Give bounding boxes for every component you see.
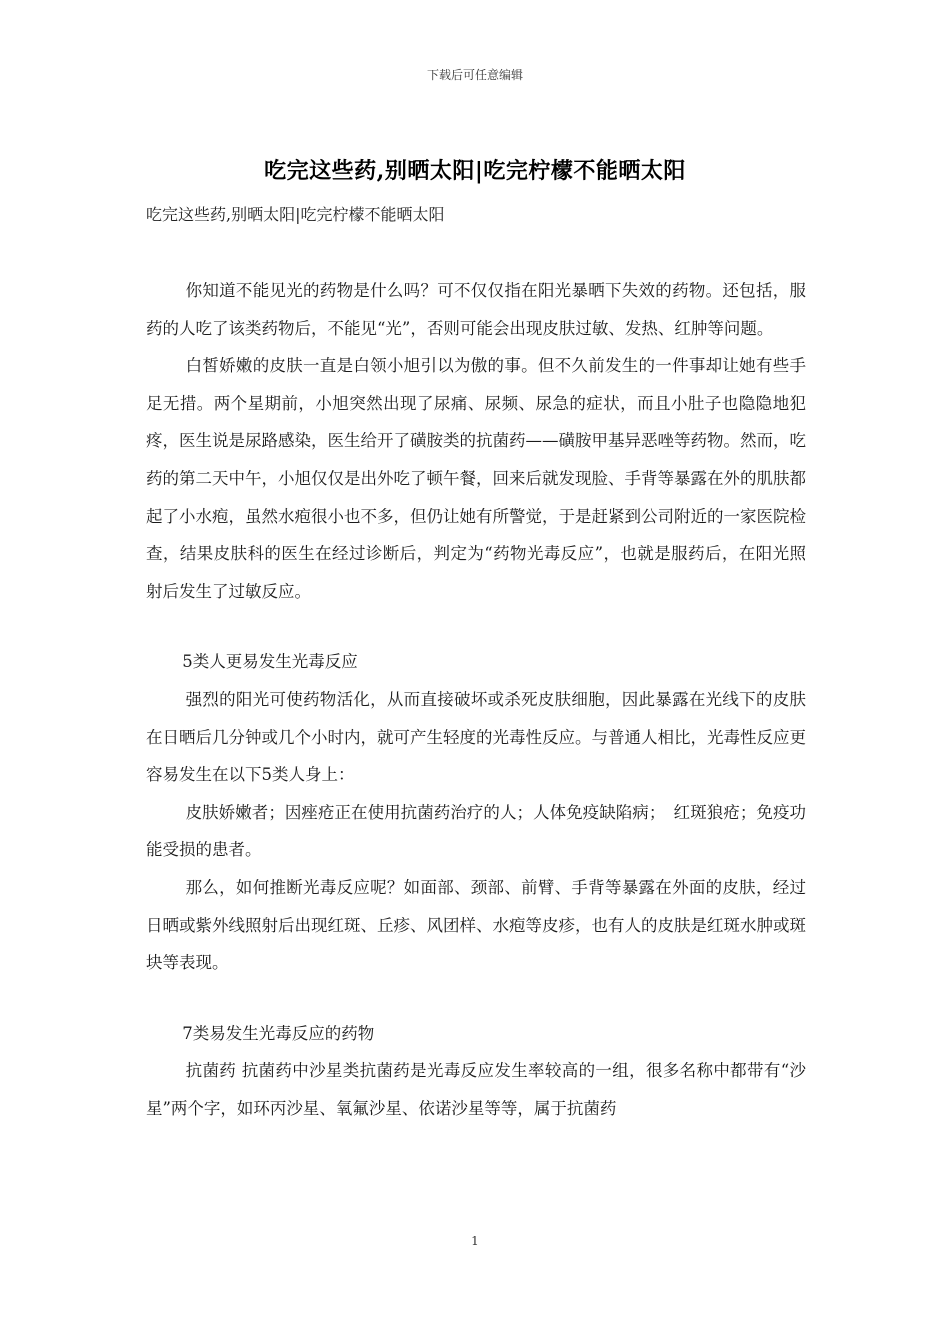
- section-heading-7-drugs: 7类易发生光毒反应的药物: [182, 1023, 375, 1043]
- paragraph-gap: [146, 982, 806, 1015]
- document-body: [146, 272, 806, 1127]
- paragraph-sunlight: 强烈的阳光可使药物活化，从而直接破坏或杀死皮肤细胞，因此暴露在光线下的皮肤在日晒后几分钟或几个小时内，就可产生轻度的光毒性反应。与普通人相比，光毒性反应更容易发生在以下5类人身上：: [146, 689, 806, 785]
- paragraph-gap: [146, 610, 806, 643]
- document-subtitle: 吃完这些药,别晒太阳|吃完柠檬不能晒太阳: [146, 205, 445, 224]
- paragraph-risk-groups: 皮肤娇嫩者；因痤疮正在使用抗菌药治疗的人；人体免疫缺陷病； 红斑狼疮；免疫功能受损的患者。: [146, 802, 806, 860]
- paragraph-diagnosis: 那么，如何推断光毒反应呢？如面部、颈部、前臂、手背等暴露在外面的皮肤，经过日晒或紫外线照射后出现红斑、丘疹、风团样、水疱等皮疹，也有人的皮肤是红斑水肿或斑块等表现。: [146, 877, 806, 973]
- page-number: 1: [471, 1234, 479, 1248]
- paragraph-antibiotics: 抗菌药 抗菌药中沙星类抗菌药是光毒反应发生率较高的一组，很多名称中都带有“沙星”两个字，如环丙沙星、氧氟沙星、依诺沙星等等，属于抗菌药: [146, 1061, 806, 1118]
- document-title: 吃完这些药,别晒太阳|吃完柠檬不能晒太阳: [264, 158, 686, 184]
- section-heading-5-types: 5类人更易发生光毒反应: [182, 652, 358, 672]
- paragraph-case: 白皙娇嫩的皮肤一直是白领小旭引以为傲的事。但不久前发生的一件事却让她有些手足无措。两个星期前，小旭突然出现了尿痛、尿频、尿急的症状，而且小肚子也隐隐地犯疼，医生说是尿路感染，医生给开了磺胺类的抗菌药——磺胺甲基异恶唑等药物。然而，吃药的第二天中午，小旭仅仅是出外吃了顿午餐，回来后就发现脸、手背等暴露在外的肌肤都起了小水疱，虽然水疱很小也不多，但仍让她有所警觉，于是赶紧到公司附近的一家医院检查，结果皮肤科的医生在经过诊断后，判定为“药物光毒反应”，也就是服药后，在阳光照射后发生了过敏反应。: [146, 356, 806, 601]
- paragraph-intro: 你知道不能见光的药物是什么吗？可不仅仅指在阳光暴晒下失效的药物。还包括，服药的人吃了该类药物后，不能见“光”，否则可能会出现皮肤过敏、发热、红肿等问题。: [146, 281, 806, 338]
- header-note: 下载后可任意编辑: [426, 68, 523, 82]
